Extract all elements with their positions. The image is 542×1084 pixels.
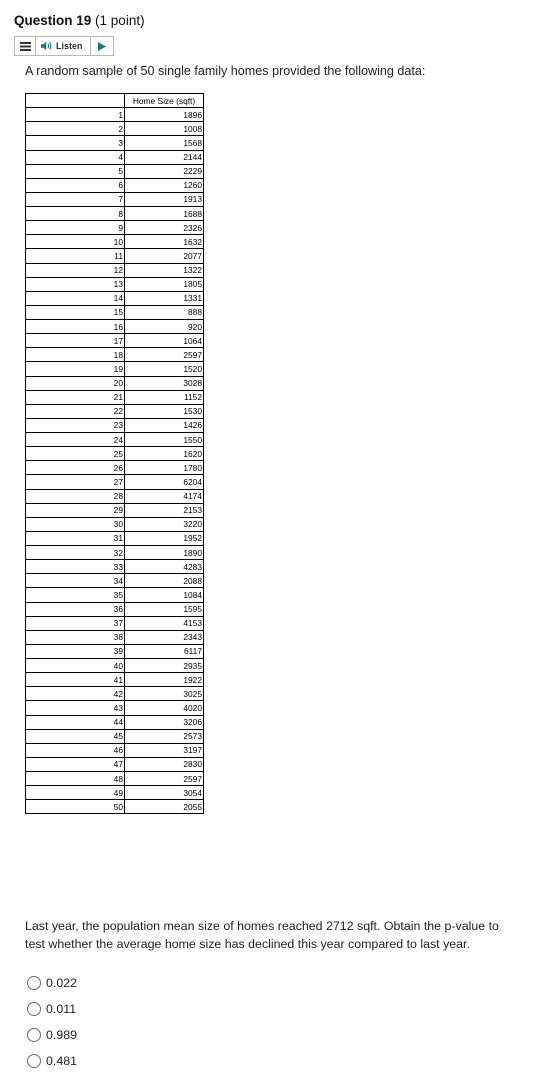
column-header: Home Size (sqft) <box>125 94 204 108</box>
home-size-cell: 1595 <box>125 602 204 616</box>
row-index-cell: 7 <box>26 192 125 206</box>
row-index-cell: 21 <box>26 390 125 404</box>
home-size-cell: 888 <box>125 305 204 319</box>
table-row <box>26 221 204 235</box>
row-index-cell: 28 <box>26 489 125 503</box>
table-row <box>26 786 204 800</box>
home-size-cell: 1780 <box>125 461 204 475</box>
home-size-cell: 1260 <box>125 178 204 192</box>
question-number: Question 19 <box>14 13 92 28</box>
home-size-cell: 3028 <box>125 376 204 390</box>
home-size-cell: 2935 <box>125 659 204 673</box>
row-index-cell: 37 <box>26 616 125 630</box>
table-row <box>26 701 204 715</box>
table-row <box>26 291 204 305</box>
home-size-cell: 3025 <box>125 687 204 701</box>
row-index-cell: 33 <box>26 560 125 574</box>
answer-option-label: 0.022 <box>46 976 78 990</box>
row-index-cell: 10 <box>26 235 125 249</box>
table-corner-cell <box>26 94 125 108</box>
question-points: (1 point) <box>95 13 145 28</box>
table-row <box>26 305 204 319</box>
table-row <box>26 673 204 687</box>
table-row <box>26 602 204 616</box>
home-size-cell: 920 <box>125 320 204 334</box>
table-row <box>26 729 204 743</box>
row-index-cell: 29 <box>26 503 125 517</box>
home-size-cell: 1568 <box>125 136 204 150</box>
table-row <box>26 263 204 277</box>
home-size-cell: 1896 <box>125 108 204 122</box>
home-size-cell: 1152 <box>125 390 204 404</box>
listen-label: Listen <box>56 41 83 51</box>
table-row <box>26 503 204 517</box>
table-row <box>26 178 204 192</box>
row-index-cell: 41 <box>26 673 125 687</box>
home-size-cell: 3220 <box>125 517 204 531</box>
row-index-cell: 23 <box>26 418 125 432</box>
table-row <box>26 235 204 249</box>
row-index-cell: 2 <box>26 122 125 136</box>
row-index-cell: 40 <box>26 659 125 673</box>
question-header <box>14 13 145 28</box>
table-row <box>26 517 204 531</box>
home-size-cell: 2144 <box>125 150 204 164</box>
row-index-cell: 9 <box>26 221 125 235</box>
row-index-cell: 8 <box>26 207 125 221</box>
home-size-cell: 2830 <box>125 757 204 771</box>
row-index-cell: 25 <box>26 447 125 461</box>
row-index-cell: 13 <box>26 277 125 291</box>
row-index-cell: 6 <box>26 178 125 192</box>
row-index-cell: 46 <box>26 743 125 757</box>
table-row <box>26 362 204 376</box>
home-size-cell: 1952 <box>125 531 204 545</box>
home-size-cell: 1620 <box>125 447 204 461</box>
table-row <box>26 164 204 178</box>
table-row <box>26 687 204 701</box>
table-row <box>26 433 204 447</box>
row-index-cell: 15 <box>26 305 125 319</box>
home-size-cell: 2597 <box>125 348 204 362</box>
row-index-cell: 12 <box>26 263 125 277</box>
table-row <box>26 757 204 771</box>
table-row <box>26 249 204 263</box>
row-index-cell: 11 <box>26 249 125 263</box>
home-size-cell: 2055 <box>125 800 204 814</box>
row-index-cell: 32 <box>26 546 125 560</box>
table-row <box>26 574 204 588</box>
row-index-cell: 1 <box>26 108 125 122</box>
play-button[interactable] <box>91 37 113 55</box>
table-row <box>26 320 204 334</box>
row-index-cell: 36 <box>26 602 125 616</box>
home-size-cell: 4020 <box>125 701 204 715</box>
table-row <box>26 560 204 574</box>
home-size-cell: 1913 <box>125 192 204 206</box>
answer-option[interactable] <box>27 1048 77 1074</box>
row-index-cell: 34 <box>26 574 125 588</box>
row-index-cell: 43 <box>26 701 125 715</box>
home-size-cell: 4153 <box>125 616 204 630</box>
table-header-row <box>26 94 204 108</box>
answer-option[interactable] <box>27 996 77 1022</box>
table-row <box>26 489 204 503</box>
row-index-cell: 47 <box>26 757 125 771</box>
home-size-cell: 1530 <box>125 404 204 418</box>
table-row <box>26 531 204 545</box>
table-row <box>26 376 204 390</box>
home-size-cell: 1632 <box>125 235 204 249</box>
answer-option[interactable] <box>27 1022 77 1048</box>
menu-button[interactable] <box>15 37 36 55</box>
answer-option-label: 0.011 <box>46 1002 77 1016</box>
home-size-cell: 1922 <box>125 673 204 687</box>
table-row <box>26 390 204 404</box>
home-size-cell: 2077 <box>125 249 204 263</box>
home-size-cell: 3054 <box>125 786 204 800</box>
question-prompt: A random sample of 50 single family homes provided the following data: <box>25 64 426 78</box>
home-size-cell: 1426 <box>125 418 204 432</box>
play-icon <box>98 42 106 51</box>
radio-button[interactable] <box>27 976 41 990</box>
home-size-cell: 1084 <box>125 588 204 602</box>
home-size-cell: 1008 <box>125 122 204 136</box>
table-row <box>26 800 204 814</box>
row-index-cell: 30 <box>26 517 125 531</box>
home-size-cell: 1688 <box>125 207 204 221</box>
table-row <box>26 588 204 602</box>
row-index-cell: 42 <box>26 687 125 701</box>
home-size-cell: 1550 <box>125 433 204 447</box>
table-row <box>26 348 204 362</box>
table-row <box>26 743 204 757</box>
table-row <box>26 630 204 644</box>
row-index-cell: 4 <box>26 150 125 164</box>
row-index-cell: 31 <box>26 531 125 545</box>
table-row <box>26 192 204 206</box>
table-row <box>26 461 204 475</box>
row-index-cell: 22 <box>26 404 125 418</box>
table-row <box>26 108 204 122</box>
table-row <box>26 418 204 432</box>
radio-button[interactable] <box>27 1054 41 1068</box>
home-size-table <box>25 93 204 814</box>
home-size-cell: 2326 <box>125 221 204 235</box>
row-index-cell: 44 <box>26 715 125 729</box>
menu-icon <box>20 42 31 51</box>
row-index-cell: 3 <box>26 136 125 150</box>
answer-option-label: 0.481 <box>46 1054 78 1068</box>
row-index-cell: 50 <box>26 800 125 814</box>
home-size-cell: 2573 <box>125 729 204 743</box>
home-size-cell: 1890 <box>125 546 204 560</box>
answer-option-label: 0.989 <box>46 1028 78 1042</box>
table-row <box>26 136 204 150</box>
row-index-cell: 20 <box>26 376 125 390</box>
home-size-cell: 2088 <box>125 574 204 588</box>
table-row <box>26 277 204 291</box>
question-text: Last year, the population mean size of homes reached 2712 sqft. Obtain the p-value to test whether the average home size has declined this year compared to last year. <box>25 919 499 951</box>
row-index-cell: 5 <box>26 164 125 178</box>
row-index-cell: 26 <box>26 461 125 475</box>
table-row <box>26 150 204 164</box>
table-row <box>26 334 204 348</box>
row-index-cell: 16 <box>26 320 125 334</box>
radio-button[interactable] <box>27 1002 41 1016</box>
row-index-cell: 24 <box>26 433 125 447</box>
table-row <box>26 644 204 658</box>
row-index-cell: 45 <box>26 729 125 743</box>
table-row <box>26 616 204 630</box>
table-row <box>26 475 204 489</box>
table-row <box>26 715 204 729</box>
row-index-cell: 18 <box>26 348 125 362</box>
table-row <box>26 447 204 461</box>
table-row <box>26 659 204 673</box>
radio-button[interactable] <box>27 1028 41 1042</box>
table-row <box>26 122 204 136</box>
home-size-cell: 1520 <box>125 362 204 376</box>
row-index-cell: 35 <box>26 588 125 602</box>
home-size-cell: 1322 <box>125 263 204 277</box>
speaker-icon <box>41 41 53 51</box>
listen-button[interactable] <box>36 37 91 55</box>
home-size-cell: 2153 <box>125 503 204 517</box>
home-size-cell: 4174 <box>125 489 204 503</box>
row-index-cell: 17 <box>26 334 125 348</box>
home-size-cell: 2343 <box>125 630 204 644</box>
home-size-cell: 6204 <box>125 475 204 489</box>
row-index-cell: 27 <box>26 475 125 489</box>
home-size-cell: 2597 <box>125 772 204 786</box>
answer-options <box>27 970 77 1074</box>
answer-option[interactable] <box>27 970 77 996</box>
home-size-cell: 1805 <box>125 277 204 291</box>
home-size-cell: 1331 <box>125 291 204 305</box>
row-index-cell: 49 <box>26 786 125 800</box>
home-size-cell: 6117 <box>125 644 204 658</box>
row-index-cell: 48 <box>26 772 125 786</box>
home-size-cell: 2229 <box>125 164 204 178</box>
row-index-cell: 38 <box>26 630 125 644</box>
home-size-cell: 3206 <box>125 715 204 729</box>
table-row <box>26 772 204 786</box>
table-row <box>26 207 204 221</box>
home-size-cell: 3197 <box>125 743 204 757</box>
row-index-cell: 19 <box>26 362 125 376</box>
row-index-cell: 39 <box>26 644 125 658</box>
readspeaker-toolbar <box>14 36 114 56</box>
home-size-cell: 1064 <box>125 334 204 348</box>
table-row <box>26 546 204 560</box>
home-size-cell: 4283 <box>125 560 204 574</box>
table-row <box>26 404 204 418</box>
row-index-cell: 14 <box>26 291 125 305</box>
table-body <box>26 108 204 814</box>
